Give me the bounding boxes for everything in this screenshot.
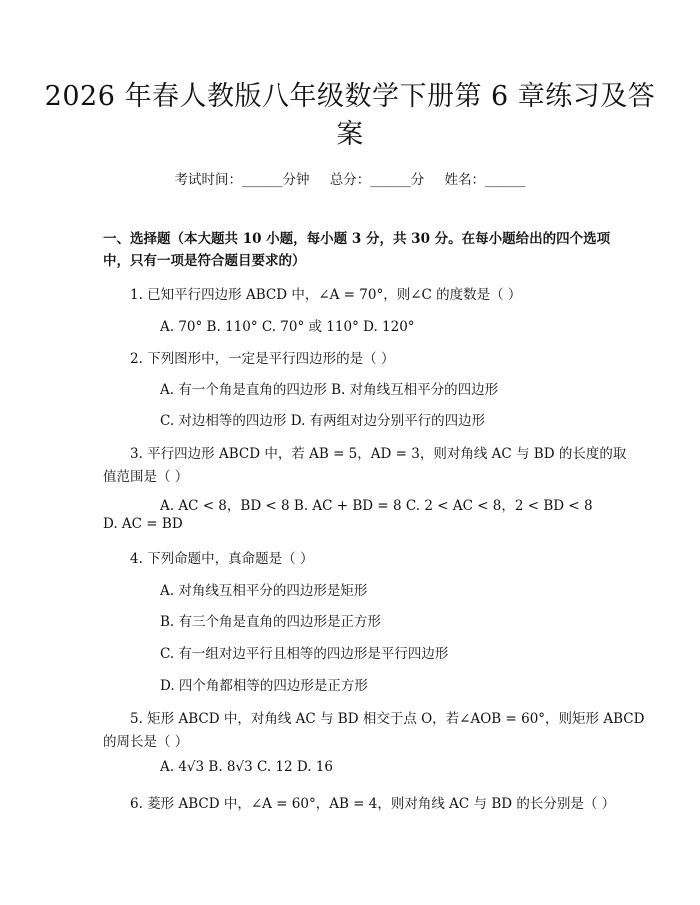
section-heading: 一、选择题（本大题共 10 小题，每小题 3 分，共 30 分。在每小题给出的四个选项中，只有一项是符合题目要求的） [103,231,611,269]
document-title: 2026 年春人教版八年级数学下册第 6 章练习及答案 [44,81,656,150]
question-2-options-cd: C. 对边相等的四边形 D. 有两组对边分别平行的四边形 [160,413,486,429]
exam-meta [0,168,700,188]
question-3-stem-line1: 3. 平行四边形 ABCD 中，若 AB = 5，AD = 3，则对角线 AC 与 BD 的长度的取 [130,446,627,462]
exam-time-field: 考试时间：______分钟 [174,172,310,188]
question-1-stem: 1. 已知平行四边形 ABCD 中，∠A = 70°，则∠C 的度数是（ ） [130,287,522,303]
question-3-options-line1: A. AC < 8，BD < 8 B. AC + BD = 8 C. 2 < AC < 8，2 < BD < 8 [160,498,593,514]
question-5-stem-line2: 的周长是（ ） [103,734,189,750]
question-1-options: A. 70° B. 110° C. 70° 或 110° D. 120° [160,319,415,335]
question-4-option-c: C. 有一组对边平行且相等的四边形是平行四边形 [160,646,449,662]
student-name-field: 姓名：______ [444,172,526,188]
question-4-option-a: A. 对角线互相平分的四边形是矩形 [160,583,368,599]
total-score-field: 总分：______分 [329,172,425,188]
question-3-stem-line2: 值范围是（ ） [103,469,189,485]
question-3-options-line2: D. AC = BD [103,516,183,532]
question-4-option-b: B. 有三个角是直角的四边形是正方形 [160,614,382,630]
question-5-stem-line1: 5. 矩形 ABCD 中，对角线 AC 与 BD 相交于点 O，若∠AOB = 60°，则矩形 ABCD [130,711,645,727]
question-6-stem: 6. 菱形 ABCD 中，∠A = 60°，AB = 4，则对角线 AC 与 BD 的长分别是（ ） [130,796,616,812]
question-4-option-d: D. 四个角都相等的四边形是正方形 [160,678,368,694]
question-2-stem: 2. 下列图形中，一定是平行四边形的是（ ） [130,351,395,367]
question-2-options-ab: A. 有一个角是直角的四边形 B. 对角线互相平分的四边形 [160,382,499,398]
question-4-stem: 4. 下列命题中，真命题是（ ） [130,551,314,567]
question-5-options: A. 4√3 B. 8√3 C. 12 D. 16 [160,759,333,775]
